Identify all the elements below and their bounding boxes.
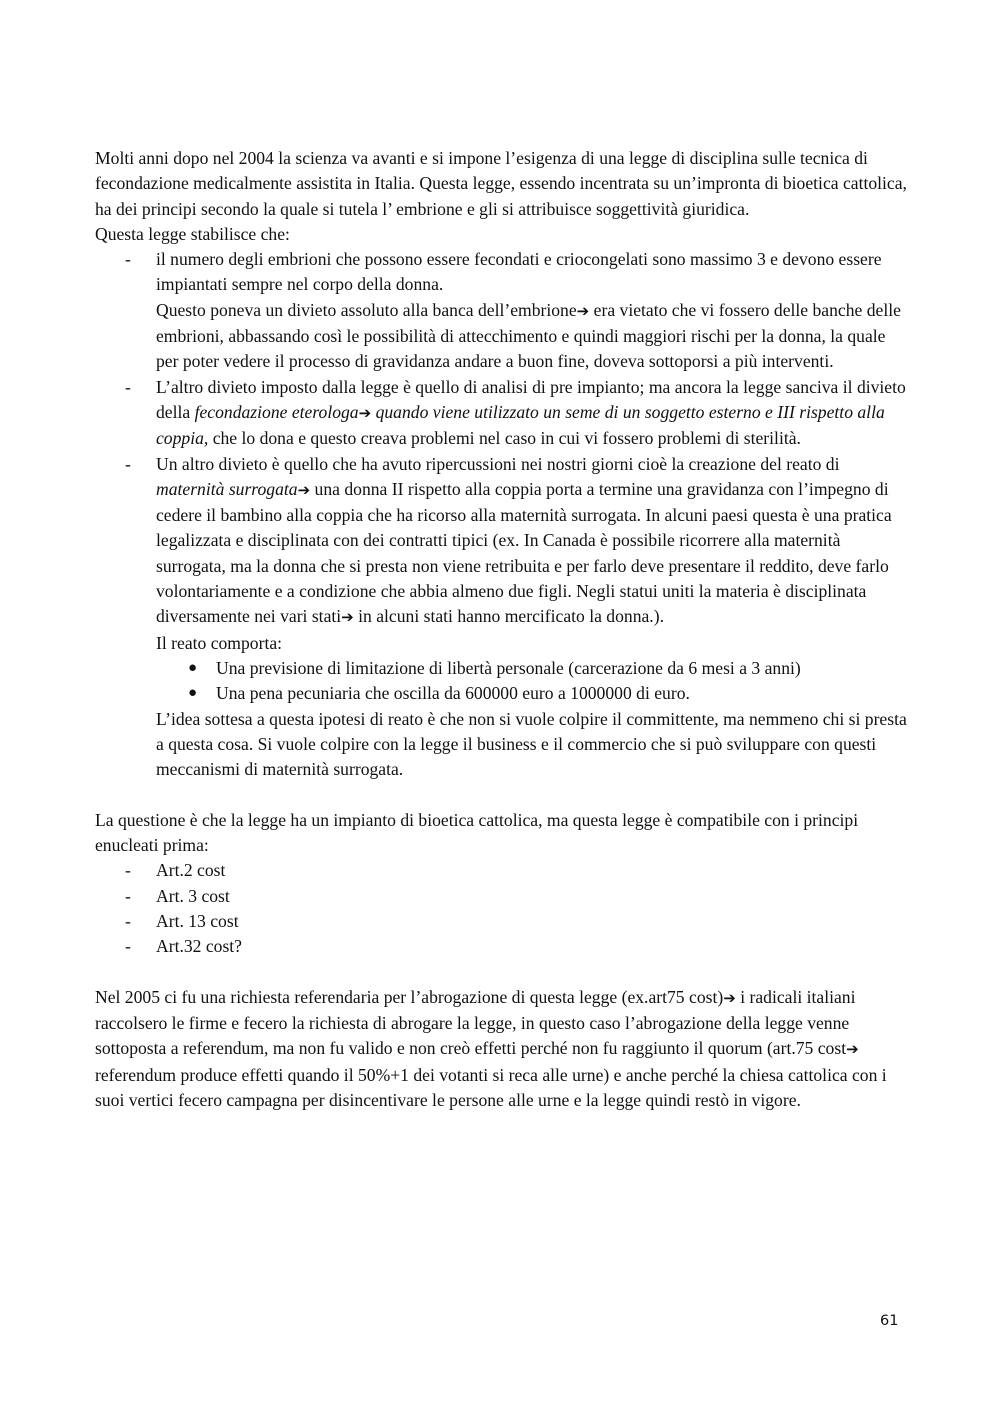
dash-marker: - [125,376,131,397]
dash-marker: - [125,936,131,957]
paragraph-compatibility: La questione è che la legge ha un impianto di bioetica cattolica, ma questa legge è compatibile con i principi enucleati prima: [95,809,859,856]
arrow-right-icon: ➔ [297,480,311,499]
arrow-right-icon: ➔ [846,1040,859,1059]
bullet-marker: ● [188,685,198,702]
dash-marker: - [125,249,131,270]
dash-marker: - [125,860,131,881]
paragraph-referendum: Nel 2005 ci fu una richiesta referendaria per l’abrogazione di questa legge (ex.art75 cost)➔ i radicali italiani raccolsero le firme e fecero la richiesta di abrogare la legge, in questo caso l’abrogazione della legge venne sottoposta a referendum, ma non fu valido e non creò effetti perché non fu raggiunto il quorum (art.75 cost➔ referendum produce effetti quando il 50%+1 dei votanti si reca alle urne) e anche perché la chiesa cattolica con i suoi vertici fecero campagna per disincentivare le persone alle urne e la legge quindi restò in vigore. [95,986,887,1110]
spacer [95,782,907,807]
list-item-continuation: Questo poneva un divieto assoluto alla banca dell’embrione➔ era vietato che vi fossero delle banche delle embrioni, abbassando così le possibilità di attecchimento e quindi maggiori rischi per la donna, la quale per poter vedere il processo di gravidanza andare a buon fine, doveva sottoporsi a più interventi. [156,299,901,372]
list-item [95,247,907,374]
penalties-list [156,656,907,707]
list-item: ● Una pena pecuniaria che oscilla da 600000 euro a 1000000 di euro. [156,681,907,706]
dash-marker: - [125,885,131,906]
list-item: - Art.32 cost? [95,934,907,959]
bullet-marker: ● [188,659,198,676]
document-body [95,146,907,1113]
closing-text: L’idea sottesa a questa ipotesi di reato è che non si vuole colpire il committente, ma nemmeno chi si presta a questa cosa. Si vuole colpire con la legge il business e il commercio che si può sviluppare con questi meccanismi di maternità surrogata. [156,708,907,780]
list-item: - Art. 3 cost [95,884,907,909]
list-item [95,375,907,452]
list-item-text: Un altro divieto è quello che ha avuto ripercussioni nei nostri giorni cioè la creazione del reato di maternità surrogata➔ una donna II rispetto alla coppia porta a termine una gravidanza con l’impegno di cedere il bambino alla coppia che ha ricorso alla maternità surrogata. In alcuni paesi questa è una pratica legalizzata e disciplinata con dei contratti tipici (ex. In Canada è possibile ricorrere alla maternità surrogata, ma la donna che si presta non viene retribuita e per farlo deve presentare il reddito, deve farlo volontariamente e a condizione che abbia almeno due figli. Negli statui uniti la materia è disciplinata diversamente nei vari stati➔ in alcuni stati hanno mercificato la donna.). [156,453,892,627]
list-item: ● Una previsione di limitazione di libertà personale (carcerazione da 6 mesi a 3 anni) [156,656,907,681]
page-number: 61 [880,1313,899,1329]
list-intro: Questa legge stabilisce che: [95,223,290,244]
list-item-text: L’altro divieto imposto dalla legge è quello di analisi di pre impianto; ma ancora la legge sanciva il divieto della fecondazione eterologa➔ quando viene utilizzato un seme di un soggetto esterno e III rispetto alla coppia, che lo dona e questo creava problemi nel caso in cui vi fossero problemi di sterilità. [156,376,906,449]
arrow-right-icon: ➔ [576,301,590,320]
paragraph-intro: Molti anni dopo nel 2004 la scienza va avanti e si impone l’esigenza di una legge di disciplina sulle tecnica di fecondazione medicalmente assistita in Italia. Questa legge, essendo incentrata su un’impronta di bioetica cattolica, ha dei principi secondo la quale si tutela l’ embrione e gli si attribuisce soggettività giuridica. [95,148,907,219]
dash-marker: - [125,910,131,931]
arrow-right-icon: ➔ [358,403,372,422]
list-item: - Art. 13 cost [95,909,907,934]
articles-list [95,858,907,959]
list-item [95,452,907,656]
spacer [95,960,907,985]
dash-marker: - [125,453,131,474]
reato-intro: Il reato comporta: [156,632,283,653]
arrow-right-icon: ➔ [723,988,736,1007]
restrictions-list [95,247,907,656]
list-item-text: il numero degli embrioni che possono essere fecondati e criocongelati sono massimo 3 e devono essere impiantati sempre nel corpo della donna. [156,249,882,295]
arrow-right-icon: ➔ [341,608,354,627]
list-item: - Art.2 cost [95,858,907,883]
